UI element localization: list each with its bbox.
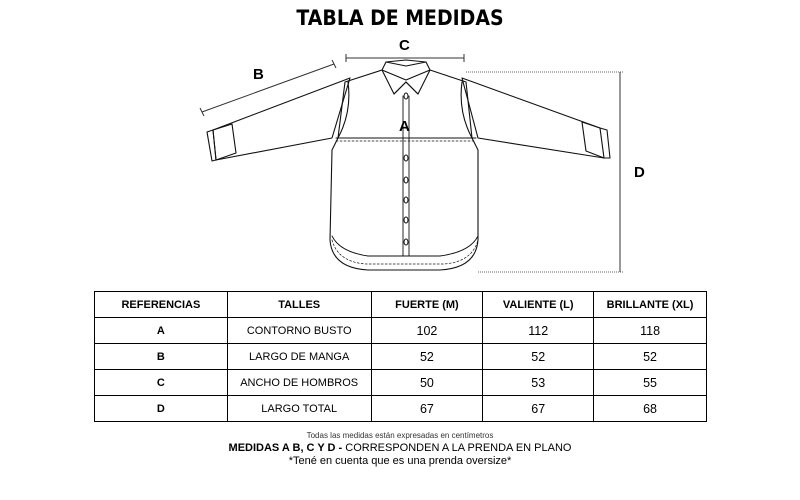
label-a: A: [399, 118, 410, 135]
ref-cell: A: [95, 318, 228, 344]
label-b: B: [253, 66, 264, 83]
oversize-note: *Tené en cuenta que es una prenda oversize*: [288, 455, 512, 467]
header-valiente-l: VALIENTE (L): [483, 292, 594, 318]
table-row: [95, 396, 707, 422]
size-m-cell: 50: [371, 370, 483, 396]
ref-cell: B: [95, 344, 228, 370]
right-sleeve: [462, 78, 604, 158]
units-note: Todas las medidas están expresadas en centímetros: [306, 431, 494, 440]
size-xl-cell: 52: [594, 344, 707, 370]
talle-cell: ANCHO DE HOMBROS: [227, 370, 371, 396]
size-table: [94, 291, 707, 422]
talle-cell: LARGO TOTAL: [227, 396, 371, 422]
measures-note-bold: MEDIDAS A B, C Y D -: [228, 442, 343, 454]
table-row: [95, 370, 707, 396]
size-xl-cell: 68: [594, 396, 707, 422]
size-l-cell: 53: [483, 370, 594, 396]
page-title: TABLA DE MEDIDAS: [296, 6, 504, 30]
ref-cell: D: [95, 396, 228, 422]
header-brillante-xl: BRILLANTE (XL): [594, 292, 707, 318]
size-l-cell: 112: [483, 318, 594, 344]
measures-note-rest: CORRESPONDEN A LA PRENDA EN PLANO: [342, 442, 572, 454]
size-xl-cell: 118: [594, 318, 707, 344]
left-sleeve: [213, 78, 350, 160]
measures-note: [0, 442, 800, 454]
dim-line-b: [202, 64, 334, 112]
size-l-cell: 52: [483, 344, 594, 370]
size-m-cell: 52: [371, 344, 483, 370]
size-m-cell: 102: [371, 318, 483, 344]
header-talles: TALLES: [227, 292, 371, 318]
button-set: [404, 93, 408, 245]
header-referencias: REFERENCIAS: [95, 292, 228, 318]
label-c: C: [399, 37, 410, 54]
table-row: [95, 318, 707, 344]
talle-cell: LARGO DE MANGA: [227, 344, 371, 370]
header-fuerte-m: FUERTE (M): [371, 292, 483, 318]
collar: [382, 62, 430, 94]
table-header-row: [95, 292, 707, 318]
talle-cell: CONTORNO BUSTO: [227, 318, 371, 344]
ref-cell: C: [95, 370, 228, 396]
size-xl-cell: 55: [594, 370, 707, 396]
size-m-cell: 67: [371, 396, 483, 422]
size-l-cell: 67: [483, 396, 594, 422]
table-row: [95, 344, 707, 370]
label-d: D: [634, 164, 645, 181]
